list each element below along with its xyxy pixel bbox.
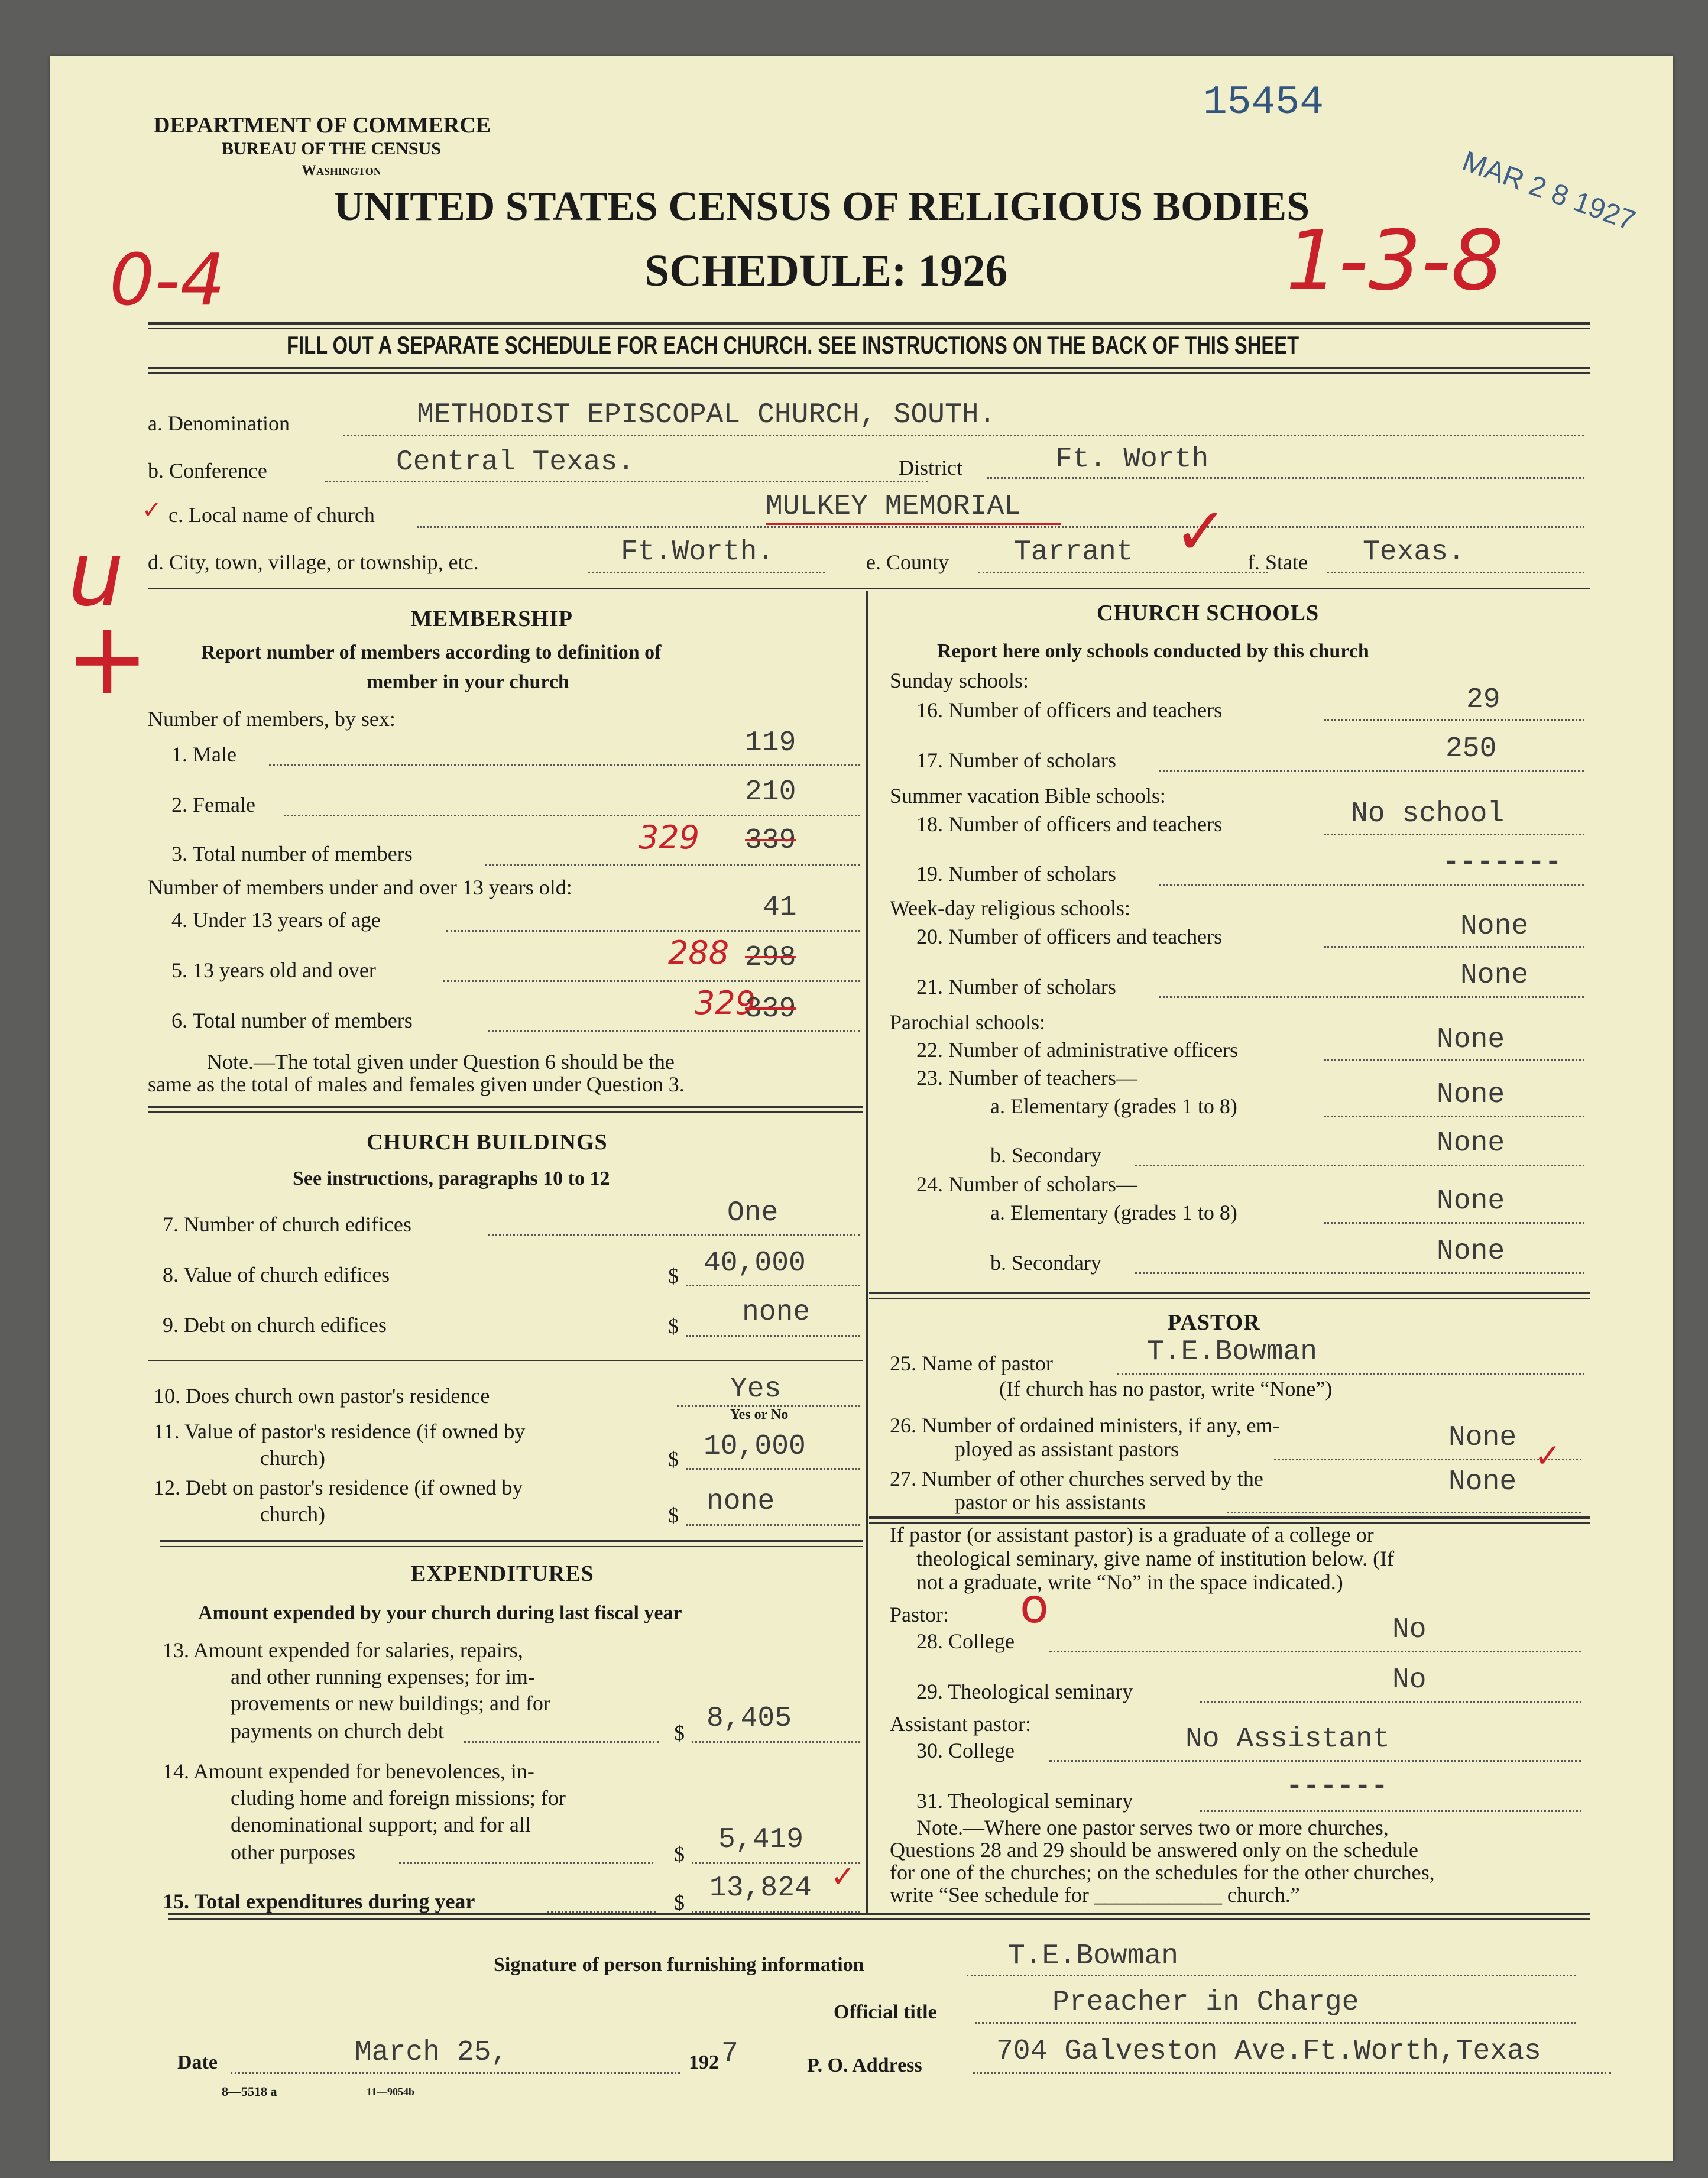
q4-label: 4. Under 13 years of age [171,908,381,932]
red-check-c: ✓ [142,497,162,524]
buildings-subtitle: See instructions, paragraphs 10 to 12 [293,1168,610,1190]
members-by-sex-label: Number of members, by sex: [148,707,396,731]
state-value: Texas. [1363,536,1465,568]
local-name-value: MULKEY MEMORIAL [766,491,1022,523]
q13-line-4: payments on church debt [231,1719,444,1743]
graduate-instruction-1: If pastor (or assistant pastor) is a graduate of a college or [890,1523,1374,1547]
q10-hint: Yes or No [730,1407,789,1422]
expenditures-heading: EXPENDITURES [411,1561,594,1586]
q14-dollar: $ [674,1842,685,1866]
q5-red-correction: 288 [668,934,730,971]
pastor-heading: PASTOR [1168,1310,1260,1335]
q19-label: 19. Number of scholars [916,862,1116,886]
q28-label: 28. College [916,1629,1015,1653]
bureau-name: BUREAU OF THE CENSUS [222,139,441,158]
red-check-q15: ✓ [831,1859,855,1894]
q26-value: None [1448,1422,1517,1454]
fill-out-instruction: FILL OUT A SEPARATE SCHEDULE FOR EACH CHURCH. SEE INSTRUCTIONS ON THE BACK OF THIS SHEET [287,331,1299,359]
signature-value: T.E.Bowman [1008,1940,1179,1972]
q13-line-2: and other running expenses; for im- [231,1665,535,1688]
q14-line-2: cluding home and foreign missions; for [231,1786,566,1810]
q27-line-1: 27. Number of other churches served by the [890,1467,1263,1490]
q9-label: 9. Debt on church edifices [163,1313,387,1337]
q7-label: 7. Number of church edifices [163,1213,411,1236]
q23b-value: None [1437,1127,1505,1159]
denomination-value: METHODIST EPISCOPAL CHURCH, SOUTH. [417,399,996,431]
q24b-value: None [1437,1236,1505,1268]
q30-value: No Assistant [1185,1723,1390,1755]
q20-label: 20. Number of officers and teachers [916,925,1223,948]
form-number: 8—5518 a [222,2084,277,2099]
serial-number: 15454 [1203,80,1324,125]
city-label: d. City, town, village, or township, etc. [148,550,479,574]
year-prefix: 192 [689,2051,719,2073]
pastor-note-3: for one of the churches; on the schedules for the other churches, [890,1861,1435,1884]
q4-value: 41 [763,892,797,923]
q16-value: 29 [1466,684,1500,716]
q29-label: 29. Theological seminary [916,1680,1133,1703]
q13-dollar: $ [674,1721,685,1745]
q13-value: 8,405 [706,1703,792,1735]
q17-label: 17. Number of scholars [916,748,1116,772]
assistant-subheading: Assistant pastor: [890,1712,1031,1736]
q14-line-3: denominational support; and for all [231,1813,531,1836]
q12-label-2: church) [260,1502,325,1526]
conference-value: Central Texas. [396,446,635,478]
local-name-label: c. Local name of church [168,503,375,527]
q3-red-correction: 329 [639,819,700,856]
received-date-stamp: MAR 2 8 1927 [1458,145,1639,237]
q2-label: 2. Female [171,793,255,816]
q9-dollar: $ [668,1314,679,1338]
q31-label: 31. Theological seminary [916,1789,1133,1813]
q30-label: 30. College [916,1739,1015,1762]
q3-label: 3. Total number of members [171,842,413,866]
county-label: e. County [866,550,949,574]
graduate-instruction-2: theological seminary, give name of institution below. (If [916,1547,1395,1570]
city-value: Ft.Worth. [621,536,774,568]
q14-value: 5,419 [718,1824,804,1856]
red-check-county: ✓ [1174,494,1229,569]
q9-value: none [742,1297,811,1328]
q24b-label: b. Secondary [990,1251,1101,1275]
q5-label: 5. 13 years old and over [171,958,376,982]
q27-line-2: pastor or his assistants [955,1490,1146,1514]
weekday-schools-label: Week-day religious schools: [890,896,1131,920]
year-digit: 7 [721,2038,738,2070]
form-title: UNITED STATES CENSUS OF RELIGIOUS BODIES [334,184,1310,229]
red-margin-plus: + [65,600,150,717]
q10-label: 10. Does church own pastor's residence [154,1384,490,1408]
q29-value: No [1392,1664,1427,1696]
q13-line-3: provements or new buildings; and for [231,1691,550,1715]
state-label: f. State [1247,550,1308,574]
q5-value: 298 [745,942,796,974]
expenditures-subtitle: Amount expended by your church during last fiscal year [198,1602,682,1624]
q23a-label: a. Elementary (grades 1 to 8) [990,1094,1237,1118]
q20-value: None [1460,910,1529,942]
pastor-note-4: write “See schedule for ____________ church.” [890,1883,1300,1907]
schools-heading: CHURCH SCHOOLS [1097,601,1320,625]
red-pencil-note-right: 1-3-8 [1286,213,1504,309]
q7-value: One [727,1197,779,1229]
q25-value: T.E.Bowman [1147,1336,1318,1368]
q23-label: 23. Number of teachers— [916,1066,1137,1090]
signature-label: Signature of person furnishing information [494,1954,864,1976]
date-value: March 25, [355,2037,508,2069]
q3-value: 339 [745,825,796,857]
pastor-note-2: Questions 28 and 29 should be answered only on the schedule [890,1838,1418,1862]
q31-value: ------ [1286,1771,1388,1803]
q27-value: None [1448,1466,1517,1498]
po-address-label: P. O. Address [807,2054,922,2076]
q12-value: none [706,1486,775,1518]
q24-label: 24. Number of scholars— [916,1172,1137,1196]
red-check-q27: ✓ [1534,1437,1562,1474]
q14-line-4: other purposes [231,1840,355,1864]
date-label: Date [177,2051,218,2073]
q15-label: 15. Total expenditures during year [163,1889,475,1913]
summer-schools-label: Summer vacation Bible schools: [890,784,1166,808]
q16-label: 16. Number of officers and teachers [916,698,1223,722]
q14-line-1: 14. Amount expended for benevolences, in- [163,1759,534,1783]
denomination-label: a. Denomination [148,411,290,435]
q24a-label: a. Elementary (grades 1 to 8) [990,1201,1237,1224]
schedule-year: SCHEDULE: 1926 [644,246,1008,296]
bureau-city: Washington [302,163,381,179]
red-circle-mark: o [1020,1579,1049,1634]
q11-value: 10,000 [704,1431,806,1463]
q26-line-2: ployed as assistant pastors [955,1437,1179,1461]
q22-label: 22. Number of administrative officers [916,1038,1239,1062]
q8-dollar: $ [668,1264,679,1288]
membership-subtitle-2: member in your church [367,671,569,693]
graduate-instruction-3: not a graduate, write “No” in the space indicated.) [916,1570,1343,1594]
county-value: Tarrant [1014,536,1133,568]
q2-value: 210 [745,776,796,808]
q8-value: 40,000 [704,1247,806,1279]
department-name: DEPARTMENT OF COMMERCE [154,113,491,138]
q17-value: 250 [1446,733,1497,765]
q23a-value: None [1437,1079,1505,1111]
q25-hint: (If church has no pastor, write “None”) [999,1377,1333,1401]
official-title-label: Official title [834,2001,937,2023]
q25-label: 25. Name of pastor [890,1351,1053,1375]
membership-note-2: same as the total of males and females given under Question 3. [148,1072,685,1096]
parochial-schools-label: Parochial schools: [890,1010,1045,1034]
q6-value: 339 [745,993,796,1025]
q13-line-1: 13. Amount expended for salaries, repairs, [163,1638,523,1662]
q11-label-1: 11. Value of pastor's residence (if owned by [154,1419,526,1443]
census-schedule-form [50,56,1673,2161]
membership-heading: MEMBERSHIP [411,607,573,631]
q12-label-1: 12. Debt on pastor's residence (if owned by [154,1476,523,1499]
q11-label-2: church) [260,1446,325,1470]
pastor-subheading: Pastor: [890,1603,949,1626]
q15-dollar: $ [674,1891,685,1914]
q23b-label: b. Secondary [990,1143,1101,1167]
q6-red-correction: 329 [695,984,756,1022]
schools-subtitle: Report here only schools conducted by this church [937,640,1369,662]
red-pencil-note-left: 0-4 [109,239,225,322]
official-title-value: Preacher in Charge [1052,1986,1359,2018]
q11-dollar: $ [668,1447,679,1471]
q21-label: 21. Number of scholars [916,975,1116,999]
q22-value: None [1437,1024,1505,1056]
q15-value: 13,824 [709,1872,812,1904]
po-address-value: 704 Galveston Ave.Ft.Worth,Texas [996,2036,1541,2067]
q12-dollar: $ [668,1503,679,1527]
q21-value: None [1460,960,1529,991]
district-label: District [899,456,962,479]
pastor-note-1: Note.—Where one pastor serves two or more churches, [916,1816,1389,1839]
q10-value: Yes [730,1373,782,1405]
members-by-age-label: Number of members under and over 13 years old: [148,876,572,899]
q28-value: No [1392,1614,1427,1646]
q8-label: 8. Value of church edifices [163,1263,390,1286]
q24a-value: None [1437,1185,1505,1217]
q1-label: 1. Male [171,743,236,766]
red-margin-u: u [68,523,125,626]
q19-value: ------- [1443,847,1562,879]
conference-label: b. Conference [148,459,267,482]
q18-value: No school [1351,798,1505,830]
membership-note-1: Note.—The total given under Question 6 should be the [207,1050,675,1074]
q1-value: 119 [745,727,796,759]
district-value: Ft. Worth [1055,443,1209,475]
q26-line-1: 26. Number of ordained ministers, if any, em- [890,1414,1280,1437]
q6-label: 6. Total number of members [171,1009,413,1032]
form-number-2: 11—9054b [367,2086,415,2098]
membership-subtitle-1: Report number of members according to definition of [201,641,662,663]
buildings-heading: CHURCH BUILDINGS [367,1130,608,1155]
q18-label: 18. Number of officers and teachers [916,812,1223,836]
sunday-schools-label: Sunday schools: [890,669,1029,692]
